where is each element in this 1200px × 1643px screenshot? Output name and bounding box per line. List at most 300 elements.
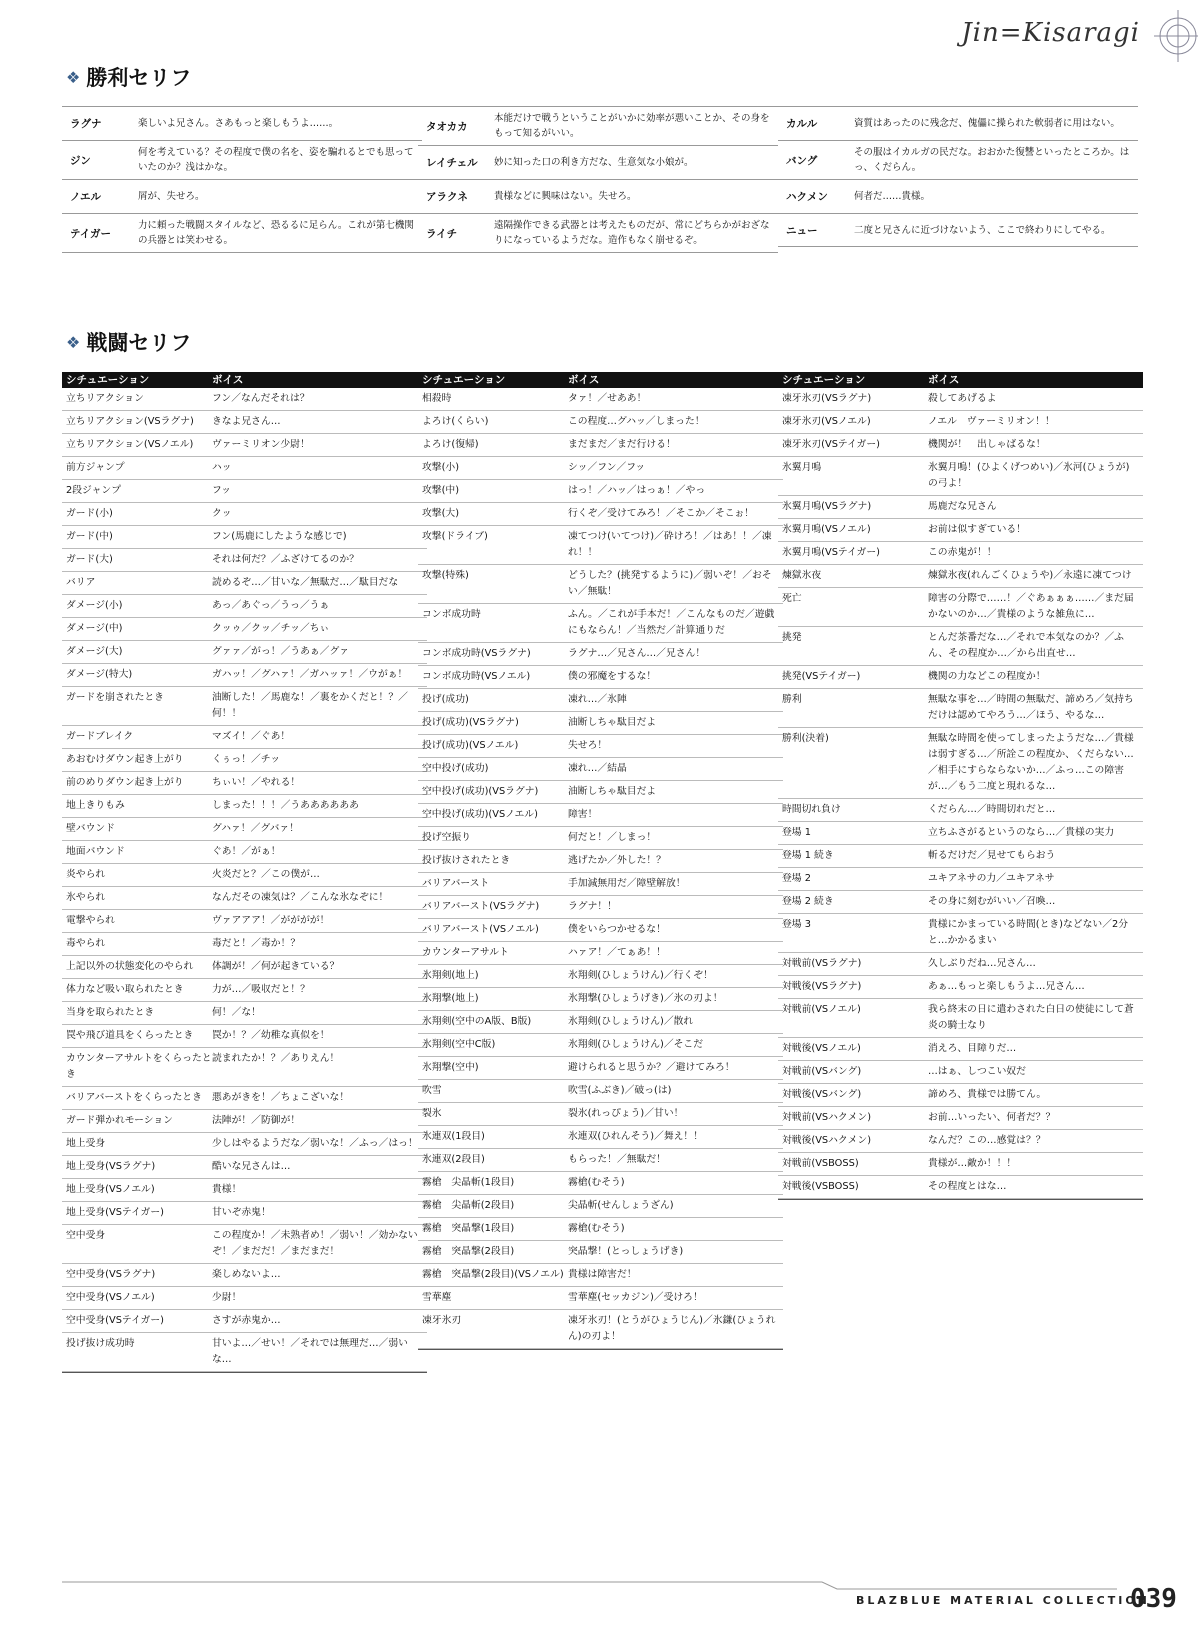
header-voice: ボイス <box>568 374 600 386</box>
situation-cell: 凍牙氷刃(VSラグナ) <box>782 393 872 404</box>
victory-row <box>778 140 1138 179</box>
table-row <box>62 1202 427 1225</box>
table-row <box>418 1218 783 1241</box>
situation-cell: 対戦前(VSBOSS) <box>782 1158 859 1169</box>
table-row <box>62 818 427 841</box>
situation-cell: 勝利(決着) <box>782 733 829 744</box>
voice-cell: ラグナ…／兄さん…／兄さん！ <box>568 648 706 659</box>
opponent-name: ラグナ <box>70 118 102 130</box>
voice-cell: 僕の邪魔をするな！ <box>568 671 657 682</box>
voice-cell: ぐあ！／がぁ！ <box>212 846 281 857</box>
voice-cell: 機関が！ 出しゃばるな！ <box>928 439 1046 450</box>
table-row <box>418 1034 783 1057</box>
situation-cell: 炎やられ <box>66 869 106 880</box>
table-row <box>62 572 427 595</box>
voice-cell: 何！／な！ <box>212 1007 261 1018</box>
voice-cell: 障害！ <box>568 809 598 820</box>
victory-quote: 資質はあったのに残念だ、傀儡に操られた軟弱者に用はない。 <box>854 118 1120 129</box>
table-row <box>418 850 783 873</box>
voice-cell: 凍れ…／氷陣 <box>568 694 627 705</box>
battle-column <box>778 372 1143 1200</box>
table-row <box>418 758 783 781</box>
voice-cell: 行くぞ／受けてみろ！／そこか／そこぉ！ <box>568 508 754 519</box>
voice-cell: 甘いぞ赤鬼！ <box>212 1207 271 1218</box>
situation-cell: 勝利 <box>782 694 802 705</box>
header-situation: シチュエーション <box>66 374 150 386</box>
voice-cell: 無駄な時間を使ってしまったようだな…／貴様は弱すぎる…／所詮この程度か、くだらない…／相手にすらならないか…／ふっ…この障害が…／もう二度と現れるな… <box>928 733 1134 792</box>
situation-cell: ダメージ(大) <box>66 646 123 657</box>
situation-cell: 地上受身 <box>66 1138 106 1149</box>
voice-cell: 油断しちゃ駄目だよ <box>568 717 657 728</box>
opponent-name: レイチェル <box>426 157 478 169</box>
voice-cell: 少しはやるようだな／弱いな！／ふっ／はっ！ <box>212 1138 418 1149</box>
opponent-name: タオカカ <box>426 120 468 133</box>
voice-cell: 甘いよ…／せい！／それでは無理だ…／弱いな… <box>212 1338 408 1365</box>
situation-cell: 立ちリアクション <box>66 393 144 404</box>
situation-cell: ダメージ(小) <box>66 600 123 611</box>
victory-quote: 楽しいよ兄さん。さあもっと楽しもうよ……。 <box>138 118 339 129</box>
table-row <box>62 388 427 411</box>
voice-cell: グハァ！／グバァ！ <box>212 823 299 834</box>
voice-cell: 貴様！ <box>212 1184 242 1195</box>
voice-cell: さすが赤鬼か… <box>212 1315 281 1326</box>
table-row <box>62 526 427 549</box>
battle-table-header <box>778 372 1143 388</box>
voice-cell: ユキアネサの力／ユキアネサ <box>928 873 1055 884</box>
table-row <box>418 1103 783 1126</box>
voice-cell: 法陣が！／防御が！ <box>212 1115 301 1126</box>
situation-cell: 対戦後(VSBOSS) <box>782 1181 859 1192</box>
victory-quote: 二度と兄さんに近づけないよう、ここで終わりにしてやる。 <box>854 224 1111 236</box>
voice-cell: 火炎だと？／この僕が… <box>212 869 320 880</box>
table-row <box>418 712 783 735</box>
table-row <box>418 503 783 526</box>
voice-cell: グァァ／がっ！／うあぁ／グァ <box>212 646 350 657</box>
table-row <box>62 664 427 687</box>
situation-cell: 攻撃(ドライブ) <box>422 531 488 542</box>
victory-column <box>62 106 422 253</box>
situation-cell: 登場 3 <box>782 919 811 930</box>
situation-cell: 体力など吸い取られたとき <box>66 984 184 995</box>
situation-cell: 投げ抜けされたとき <box>422 855 511 866</box>
table-row <box>778 457 1143 496</box>
table-row <box>418 526 783 565</box>
voice-cell: 氷翔剣(ひしょうけん)／そこだ <box>568 1039 704 1050</box>
situation-cell: 空中投げ(成功)(VSノエル) <box>422 809 538 820</box>
situation-cell: ダメージ(中) <box>66 623 123 634</box>
voice-cell: 馬鹿だな兄さん <box>928 501 997 512</box>
table-row <box>418 1310 783 1349</box>
voice-cell: 貴様は障害だ！ <box>568 1269 637 1280</box>
voice-cell: 読まれたか！？／ありえん！ <box>212 1053 340 1064</box>
character-name-header: Jin=Kisaragi <box>961 18 1140 48</box>
voice-cell: 無駄な事を…／時間の無駄だ、諦めろ／気持ちだけは認めてやろう…／ほう、やるな… <box>928 694 1134 721</box>
table-row <box>62 887 427 910</box>
situation-cell: 地上受身(VSラグナ) <box>66 1161 156 1172</box>
victory-row <box>418 145 778 179</box>
voice-cell: 機関の力などこの程度か！ <box>928 671 1046 682</box>
situation-cell: 霧槍 突晶撃(2段目) <box>422 1246 515 1257</box>
table-row <box>62 434 427 457</box>
situation-cell: 対戦後(VSハクメン) <box>782 1135 872 1146</box>
table-row <box>418 919 783 942</box>
situation-cell: 対戦前(VSハクメン) <box>782 1112 872 1123</box>
voice-cell: 凍てつけ(いてつけ)／砕けろ！／はあ！！／凍れ！！ <box>568 531 772 558</box>
voice-cell: お前…いったい、何者だ？？ <box>928 1112 1056 1123</box>
table-row <box>62 1133 427 1156</box>
opponent-name: テイガー <box>70 227 111 240</box>
victory-row <box>418 106 778 145</box>
voice-cell: フッ <box>212 485 231 496</box>
table-row <box>418 565 783 604</box>
situation-cell: 攻撃(大) <box>422 508 460 519</box>
situation-cell: コンボ成功時(VSラグナ) <box>422 648 531 659</box>
table-row <box>778 542 1143 565</box>
situation-cell: ガード弾かれモーション <box>66 1115 173 1126</box>
battle-column <box>62 372 427 1373</box>
table-row <box>778 666 1143 689</box>
voice-cell: お前は似すぎている！ <box>928 524 1026 535</box>
voice-cell: しまった！！！／うああああああ <box>212 800 359 811</box>
situation-cell: 地面バウンド <box>66 846 125 857</box>
table-row <box>62 1310 427 1333</box>
battle-table-header <box>418 372 783 388</box>
voice-cell: まだまだ／まだ行ける！ <box>568 439 676 450</box>
footer-divider <box>62 1580 1117 1590</box>
voice-cell: その身に刻むがいい／召喚… <box>928 896 1056 907</box>
victory-quote: 何者だ……貴様。 <box>854 191 931 202</box>
victory-quote: 遠隔操作できる武器とは考えたものだが、常にどちらかがおざなりになっているようだな。造作もなく崩せるぞ。 <box>494 220 770 246</box>
situation-cell: 攻撃(中) <box>422 485 460 496</box>
voice-cell: ハッ <box>212 462 232 473</box>
table-row <box>62 1333 427 1372</box>
situation-cell: よろけ(復帰) <box>422 439 479 450</box>
voice-cell: この赤鬼が！！ <box>928 547 997 558</box>
situation-cell: 凍牙氷刃 <box>422 1315 462 1326</box>
voice-cell: 尖晶斬(せんしょうざん) <box>568 1200 674 1211</box>
table-row <box>778 434 1143 457</box>
table-row <box>778 1107 1143 1130</box>
table-row <box>778 976 1143 999</box>
opponent-name: ハクメン <box>786 191 828 203</box>
situation-cell: 氷翼月鳴(VSラグナ) <box>782 501 872 512</box>
situation-cell: 対戦前(VSノエル) <box>782 1004 861 1015</box>
situation-cell: コンボ成功時(VSノエル) <box>422 671 531 682</box>
situation-cell: 罠や飛び道具をくらったとき <box>66 1030 194 1041</box>
table-row <box>778 1130 1143 1153</box>
voice-cell: あっ／あぐっ／うっ／うぁ <box>212 600 330 611</box>
situation-cell: バリアバースト(VSラグナ) <box>422 901 540 912</box>
victory-title-text: 勝利セリフ <box>86 66 192 90</box>
situation-cell: 霧槍 尖晶斬(2段目) <box>422 1200 515 1211</box>
situation-cell: 氷翔剣(空中C版) <box>422 1039 496 1050</box>
voice-cell: なんだ？この…感覚は？？ <box>928 1135 1046 1146</box>
situation-cell: 攻撃(小) <box>422 462 460 473</box>
table-row <box>418 434 783 457</box>
victory-column <box>778 106 1138 247</box>
voice-cell: 煉獄氷夜(れんごくひょうや)／永遠に凍てつけ <box>928 570 1132 581</box>
voice-cell: ちぃい！／やれる！ <box>212 777 301 788</box>
table-row <box>778 565 1143 588</box>
voice-cell: くだらん…／時間切れだと… <box>928 804 1056 815</box>
table-row <box>62 1287 427 1310</box>
table-row <box>62 480 427 503</box>
situation-cell: 氷翼月鳴 <box>782 462 822 473</box>
victory-row <box>778 213 1138 247</box>
voice-cell: 避けられると思うか？／避けてみろ！ <box>568 1062 735 1073</box>
situation-cell: ダメージ(特大) <box>66 669 133 680</box>
table-row <box>62 1048 427 1087</box>
situation-cell: 凍牙氷刃(VSノエル) <box>782 416 871 427</box>
footer-collection-title: BLAZBLUE MATERIAL COLLECTION <box>856 1594 1150 1607</box>
table-row <box>62 1179 427 1202</box>
table-row <box>62 1264 427 1287</box>
table-row <box>778 1176 1143 1199</box>
voice-cell: 油断した！／馬鹿な！／裏をかくだと！？／何！！ <box>212 692 408 719</box>
voice-cell: ノエル ヴァーミリオン！！ <box>928 416 1055 427</box>
table-row <box>778 1038 1143 1061</box>
situation-cell: 裂氷 <box>422 1108 442 1119</box>
voice-cell: 何だと！／しまっ！ <box>568 832 657 843</box>
table-row <box>418 1057 783 1080</box>
table-row <box>778 845 1143 868</box>
table-row <box>62 1225 427 1264</box>
table-row <box>418 604 783 643</box>
voice-cell: ヴァーミリオン少尉！ <box>212 439 310 450</box>
table-row <box>418 873 783 896</box>
situation-cell: あおむけダウン起き上がり <box>66 754 184 765</box>
situation-cell: 登場 1 続き <box>782 850 834 861</box>
table-row <box>62 864 427 887</box>
table-row <box>778 822 1143 845</box>
situation-cell: 地上受身(VSノエル) <box>66 1184 155 1195</box>
battle-column <box>418 372 783 1350</box>
situation-cell: 氷翔剣(地上) <box>422 970 479 981</box>
victory-row <box>62 179 422 213</box>
situation-cell: 投げ空振り <box>422 832 471 843</box>
situation-cell: ガードを崩されたとき <box>66 692 164 703</box>
table-row <box>418 988 783 1011</box>
situation-cell: ガード(中) <box>66 531 113 542</box>
voice-cell: 氷連双(ひれんそう)／舞え！！ <box>568 1131 704 1142</box>
table-row <box>62 956 427 979</box>
table-row <box>62 457 427 480</box>
voice-cell: 失せろ！ <box>568 740 608 751</box>
table-row <box>778 868 1143 891</box>
situation-cell: 前のめりダウン起き上がり <box>66 777 184 788</box>
voice-cell: とんだ茶番だな…／それで本気なのか？／ふん、その程度か…／から出直せ… <box>928 632 1124 659</box>
voice-cell: 裂氷(れっぴょう)／甘い！ <box>568 1108 684 1119</box>
situation-cell: 氷翔剣(空中のA版、B版) <box>422 1016 532 1027</box>
table-row <box>62 726 427 749</box>
voice-cell: フン／なんだそれは？ <box>212 393 310 404</box>
voice-cell: 凍れ…／結晶 <box>568 763 627 774</box>
voice-cell: 諦めろ、貴様では勝てん。 <box>928 1089 1047 1100</box>
voice-cell: 少尉！ <box>212 1292 242 1303</box>
situation-cell: バリア <box>66 577 96 588</box>
table-row <box>62 910 427 933</box>
situation-cell: ガードブレイク <box>66 731 134 742</box>
voice-cell: …はぁ、しつこい奴だ <box>928 1066 1026 1077</box>
table-row <box>418 480 783 503</box>
situation-cell: 死亡 <box>782 593 802 604</box>
situation-cell: バリアバーストをくらったとき <box>66 1092 202 1103</box>
victory-row <box>418 179 778 213</box>
situation-cell: 投げ(成功) <box>422 694 469 705</box>
voice-cell: 貴様が…敵か！！！ <box>928 1158 1017 1169</box>
situation-cell: コンボ成功時 <box>422 609 481 620</box>
table-row <box>418 781 783 804</box>
voice-cell: 氷翼月鳴！(ひよくげつめい)／氷河(ひょうが)の弓よ！ <box>928 462 1130 489</box>
table-row <box>418 804 783 827</box>
situation-cell: 前方ジャンプ <box>66 462 125 473</box>
victory-row <box>62 106 422 140</box>
victory-row <box>778 179 1138 213</box>
situation-cell: 対戦前(VSラグナ) <box>782 958 862 969</box>
situation-cell: 凍牙氷刃(VSテイガー) <box>782 439 880 450</box>
voice-cell: 突晶撃！(とっしょうげき) <box>568 1246 684 1257</box>
battle-title-text: 戦闘セリフ <box>86 331 192 355</box>
voice-cell: 貴様にかまっている時間(とき)などない／2分と…かかるまい <box>928 919 1129 946</box>
table-row <box>778 914 1143 953</box>
voice-cell: 久しぶりだね…兄さん… <box>928 958 1036 969</box>
situation-cell: 登場 2 <box>782 873 811 884</box>
table-row <box>62 933 427 956</box>
victory-quote: 何を考えている？その程度で僕の名を、姿を騙れるとでも思っていたのか？浅はかな。 <box>138 147 414 173</box>
table-row <box>418 1011 783 1034</box>
table-row <box>62 687 427 726</box>
situation-cell: 氷連双(1段目) <box>422 1131 485 1142</box>
voice-cell: 罠か！？／幼稚な真似を！ <box>212 1030 330 1041</box>
table-row <box>62 979 427 1002</box>
voice-cell: ハァア！／てぁあ！！ <box>568 947 666 958</box>
table-row <box>778 496 1143 519</box>
situation-cell: カウンターアサルトをくらったとき <box>66 1053 212 1080</box>
situation-cell: 攻撃(特殊) <box>422 570 469 581</box>
voice-cell: フン(馬鹿にしたような感じで) <box>212 531 347 542</box>
table-row <box>62 595 427 618</box>
header-voice: ボイス <box>212 374 244 386</box>
header-situation: シチュエーション <box>422 374 506 386</box>
voice-cell: その程度とはな… <box>928 1181 1007 1192</box>
table-row <box>62 411 427 434</box>
voice-cell: 氷翔剣(ひしょうけん)／行くぞ！ <box>568 970 713 981</box>
situation-cell: 氷翼月鳴(VSノエル) <box>782 524 871 535</box>
victory-quote: 妙に知った口の利き方だな、生意気な小娘が。 <box>494 157 694 168</box>
situation-cell: 氷翔撃(空中) <box>422 1062 479 1073</box>
table-row <box>778 728 1143 799</box>
voice-cell: 霧槍(むそう) <box>568 1223 625 1234</box>
table-row <box>778 953 1143 976</box>
situation-cell: 氷やられ <box>66 892 106 903</box>
diamond-bullet-icon: ❖ <box>66 333 81 352</box>
victory-quote: 本能だけで戦うということがいかに効率が悪いことか、その身をもって知るがいい。 <box>494 113 770 139</box>
table-row <box>418 1195 783 1218</box>
opponent-name: ノエル <box>70 191 101 203</box>
situation-cell: 登場 1 <box>782 827 811 838</box>
table-row <box>62 795 427 818</box>
victory-row <box>62 213 422 253</box>
situation-cell: 毒やられ <box>66 938 106 949</box>
table-row <box>778 1153 1143 1176</box>
opponent-name: バング <box>786 154 818 167</box>
header-voice: ボイス <box>928 374 960 386</box>
situation-cell: バリアバースト <box>422 878 490 889</box>
victory-quote: 貴様などに興味はない。失せろ。 <box>494 191 637 202</box>
voice-cell: 雪華塵(セッカジン)／受けろ！ <box>568 1292 703 1303</box>
table-row <box>62 641 427 664</box>
voice-cell: あぁ…もっと楽しもうよ…兄さん… <box>928 981 1085 992</box>
situation-cell: 対戦後(VSラグナ) <box>782 981 862 992</box>
opponent-name: ライチ <box>426 227 458 240</box>
emblem-icon <box>1148 6 1198 66</box>
situation-cell: 吹雪 <box>422 1085 442 1096</box>
voice-cell: 悪あがきを！／ちょこざいな！ <box>212 1092 350 1103</box>
voice-cell: 凍牙氷刃！(とうがひょうじん)／氷鎌(ひょうれん)の刃よ！ <box>568 1315 776 1342</box>
voice-cell: どうした？(挑発するように)／弱いぞ！／おそい／無駄！ <box>568 570 772 597</box>
voice-cell: それは何だ？／ふざけてるのか？ <box>212 554 359 565</box>
situation-cell: 空中受身 <box>66 1230 106 1241</box>
situation-cell: 上記以外の状態変化のやられ <box>66 961 194 972</box>
voice-cell: 殺してあげるよ <box>928 393 997 404</box>
table-row <box>778 519 1143 542</box>
situation-cell: 2段ジャンプ <box>66 485 122 496</box>
situation-cell: 空中受身(VSテイガー) <box>66 1315 164 1326</box>
voice-cell: この程度か！／未熟者め！／弱い！／効かないぞ！／まだだ！／まだまだ！ <box>212 1230 418 1257</box>
table-row <box>418 411 783 434</box>
table-row <box>418 965 783 988</box>
table-row <box>418 1149 783 1172</box>
table-row <box>778 411 1143 434</box>
voice-cell: もらった！／無駄だ！ <box>568 1154 666 1165</box>
table-row <box>62 1025 427 1048</box>
situation-cell: 投げ(成功)(VSノエル) <box>422 740 519 751</box>
diamond-bullet-icon: ❖ <box>66 68 81 87</box>
situation-cell: 対戦前(VSバング) <box>782 1066 862 1077</box>
voice-cell: 体調が！／何が起きている？ <box>212 961 340 972</box>
table-row <box>62 1156 427 1179</box>
voice-cell: 逃げたか／外した！？ <box>568 855 666 866</box>
situation-cell: 空中投げ(成功) <box>422 763 489 774</box>
situation-cell: カウンターアサルト <box>422 947 509 958</box>
table-row <box>778 627 1143 666</box>
situation-cell: 挑発 <box>782 632 802 643</box>
voice-cell: シッ／フン／フッ <box>568 462 646 473</box>
voice-cell: 力が…／吸収だと！？ <box>212 984 310 995</box>
table-row <box>62 503 427 526</box>
voice-cell: 立ちふさがるというのなら…／貴様の実力 <box>928 827 1115 838</box>
table-row <box>418 689 783 712</box>
voice-cell: クッゥ／クッ／チッ／ちぃ <box>212 623 330 634</box>
situation-cell: 空中受身(VSラグナ) <box>66 1269 156 1280</box>
table-row <box>62 749 427 772</box>
table-row <box>418 1172 783 1195</box>
situation-cell: 霧槍 突晶撃(1段目) <box>422 1223 515 1234</box>
page-number: 039 <box>1130 1584 1177 1614</box>
situation-cell: 立ちリアクション(VSノエル) <box>66 439 194 450</box>
table-row <box>778 689 1143 728</box>
situation-cell: 登場 2 続き <box>782 896 834 907</box>
situation-cell: 投げ(成功)(VSラグナ) <box>422 717 519 728</box>
opponent-name: アラクネ <box>426 191 468 203</box>
voice-cell: 僕をいらつかせるな！ <box>568 924 666 935</box>
table-row <box>62 1110 427 1133</box>
table-row <box>418 1241 783 1264</box>
situation-cell: 霧槍 尖晶斬(1段目) <box>422 1177 515 1188</box>
table-row <box>418 1264 783 1287</box>
situation-cell: ガード(小) <box>66 508 113 519</box>
table-row <box>62 841 427 864</box>
